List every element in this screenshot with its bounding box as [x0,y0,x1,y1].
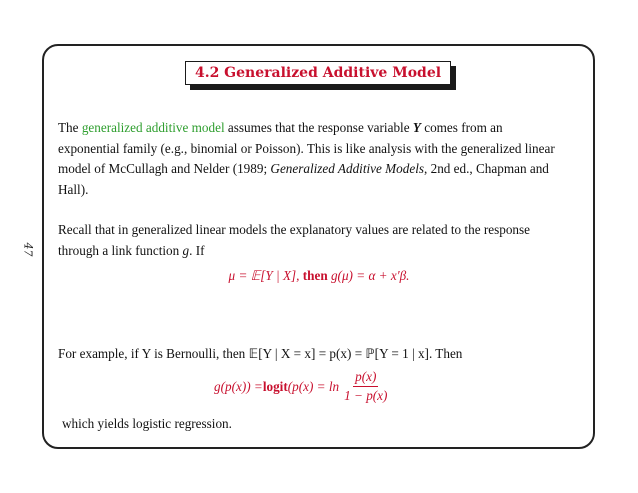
logit-equation-mid: (p(x) = ln [287,378,340,394]
para1-pre: The [58,120,82,135]
logit-equation-lhs: g(p(x)) = [214,378,263,394]
glm-equation-then: then [302,268,328,283]
para1-post-c: , 2nd ed., Chapman and Hall). [58,161,549,197]
intro-paragraph [58,118,563,200]
logit-keyword: logit [262,378,288,394]
logit-equation [214,369,389,404]
book-title: Generalized Additive Models [270,161,424,176]
para2-text: Recall that in generalized linear models the explanatory values are related to the response through a link function [58,222,530,258]
fraction-denominator: 1 − p(x) [344,388,388,403]
link-function-symbol: g [182,242,190,258]
link-function-paragraph [58,220,563,261]
para1-post-a: assumes that the response variable [224,120,413,135]
glm-equation [0,268,638,284]
slide-title: 4.2 Generalized Additive Model [185,61,451,85]
para2-tail: . If [189,242,205,258]
title-block [185,61,451,85]
glm-equation-lhs: μ = 𝔼[Y | X], [228,268,300,283]
closing-paragraph: which yields logistic regression. [62,416,232,431]
page-number: 47 [21,242,35,257]
gam-term: generalized additive model [81,120,225,135]
glm-equation-rhs: g(μ) = α + x′β. [330,268,410,283]
bernoulli-paragraph: For example, if Y is Bernoulli, then 𝔼[Y | X = x] = p(x) = ℙ[Y = 1 | x]. Then [58,346,463,361]
para1-post-b: comes from an exponential family (e.g., binomial or Poisson). This is like analysis with the generalized linear model of McCullagh and Nelder (1989; [58,120,555,176]
response-variable: Y [412,120,421,135]
fraction-numerator: p(x) [353,369,378,387]
logit-fraction [342,369,389,404]
